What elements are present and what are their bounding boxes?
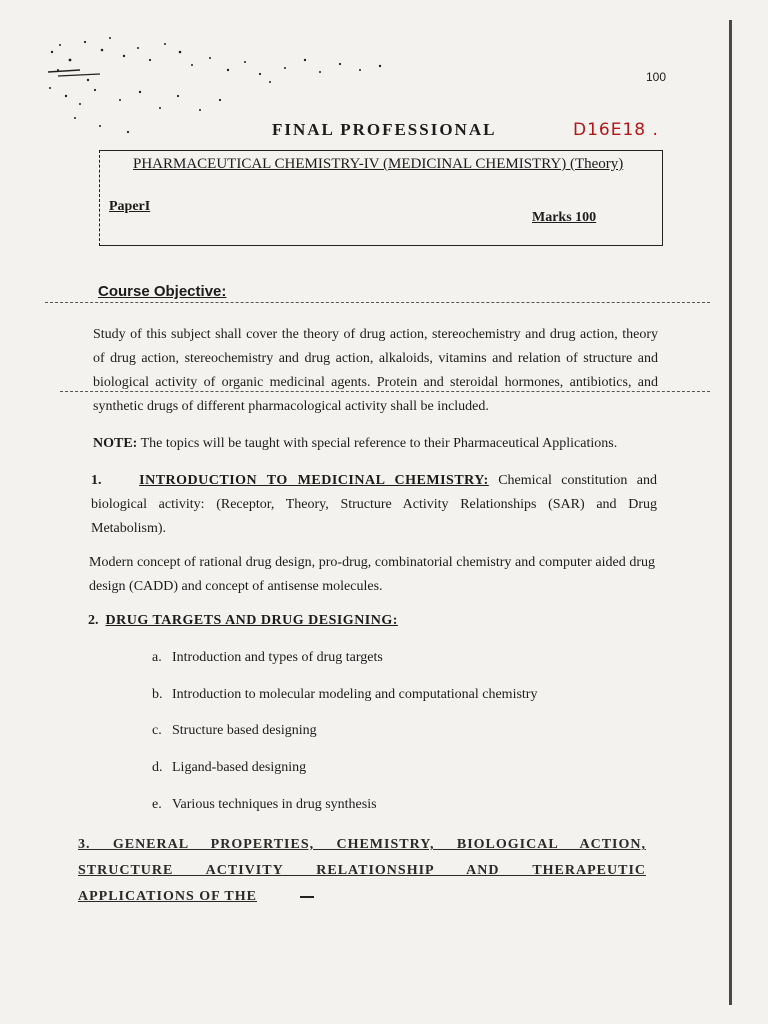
section2-number: 2.	[88, 613, 99, 628]
scan-line-artifact	[60, 391, 710, 392]
section2-title: DRUG TARGETS AND DRUG DESIGNING:	[105, 613, 398, 628]
paper-label: PaperI	[109, 199, 151, 214]
subject-title: PHARMACEUTICAL CHEMISTRY-IV (MEDICINAL CHEMISTRY) (Theory)	[133, 156, 624, 172]
course-objective-heading: Course Objective:	[98, 283, 227, 300]
marks-label: Marks 100	[532, 210, 597, 225]
list-item: a. Introduction and types of drug targets	[152, 650, 383, 665]
divider-line	[45, 302, 710, 303]
list-item: c. Structure based designing	[152, 723, 317, 738]
page-number: 100	[646, 70, 667, 84]
scan-edge-line	[729, 20, 732, 1005]
section1-title: INTRODUCTION TO MEDICINAL CHEMISTRY:	[139, 473, 489, 488]
section1-number: 1.	[91, 473, 102, 488]
section1-text2: Modern concept of rational drug design, pro-drug, combinatorial chemistry and computer aided drug design (CADD) and concept of antisense molecules.	[89, 555, 655, 594]
handwritten-code: D16E18 .	[573, 120, 659, 140]
note-text: The topics will be taught with special reference to their Pharmaceutical Applications.	[137, 436, 618, 451]
ink-mark	[300, 896, 314, 898]
section2-heading	[88, 613, 398, 629]
section3-heading: 3. GENERAL PROPERTIES, CHEMISTRY, BIOLOGICAL ACTION, STRUCTURE ACTIVITY RELATIONSHIP AND THERAPEUTIC APPLICATIONS OF THE	[78, 837, 646, 904]
note-label: NOTE:	[93, 436, 138, 451]
document-title: FINAL PROFESSIONAL	[272, 120, 497, 139]
section1-text: Chemical constitution and biological activity: (Receptor, Theory, Structure Activity Relationships (SAR) and Drug Metabolism).	[91, 473, 657, 536]
section1-paragraph	[91, 469, 657, 541]
list-item: b. Introduction to molecular modeling and computational chemistry	[152, 687, 538, 702]
note-paragraph	[93, 432, 658, 456]
list-item: d. Ligand-based designing	[152, 760, 307, 775]
list-item: e. Various techniques in drug synthesis	[152, 797, 377, 812]
course-objective-text: Study of this subject shall cover the theory of drug action, stereochemistry and drug action, theory of drug action, stereochemistry and drug action, alkaloids, vitamins and relation of structure and biological activity of organic medicinal agents. Protein and steroidal hormones, antibiotics, and synthetic drugs of different pharmacological activity shall be included.	[93, 327, 658, 414]
